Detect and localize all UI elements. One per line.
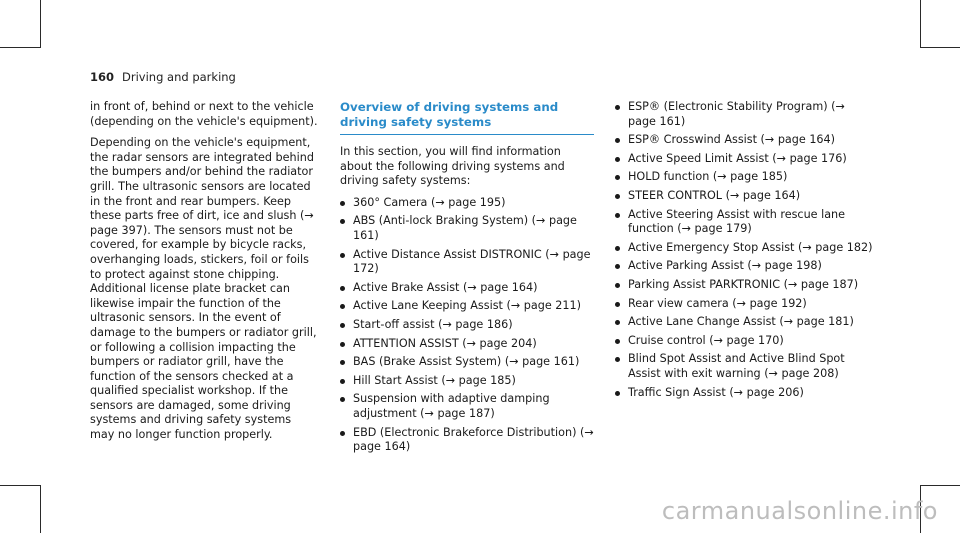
bullet-icon xyxy=(340,219,345,224)
list-item xyxy=(615,297,873,312)
list-item xyxy=(615,208,873,237)
list-item xyxy=(615,334,873,349)
column-right xyxy=(615,100,873,404)
list-item xyxy=(340,248,594,277)
bullet-icon xyxy=(615,320,620,325)
watermark: carmanualsonline.info xyxy=(661,497,938,525)
list-item-text: ATTENTION ASSIST (→ page 204) xyxy=(353,336,537,350)
bullet-icon xyxy=(615,246,620,251)
bullet-icon xyxy=(340,379,345,384)
list-item xyxy=(615,259,873,274)
list-item-text: Active Lane Change Assist (→ page 181) xyxy=(628,315,854,329)
bullet-icon xyxy=(340,323,345,328)
crop-mark xyxy=(40,0,41,48)
bullet-icon xyxy=(615,391,620,396)
bullet-icon xyxy=(340,342,345,347)
list-item xyxy=(340,281,594,296)
bullet-icon xyxy=(615,357,620,362)
bullet-icon xyxy=(615,138,620,143)
list-item-text: Active Distance Assist DISTRONIC (→ page 172) xyxy=(353,247,591,276)
crop-mark xyxy=(920,47,960,48)
list-item-text: Rear view camera (→ page 192) xyxy=(628,296,807,310)
list-item-text: 360° Camera (→ page 195) xyxy=(353,195,506,209)
list-item-text: ABS (Anti-lock Braking System) (→ page 161) xyxy=(353,214,577,242)
column-left xyxy=(90,100,318,450)
crop-mark xyxy=(920,0,921,48)
list-item xyxy=(615,152,873,167)
list-item-text: Hill Start Assist (→ page 185) xyxy=(353,373,516,387)
bullet-icon xyxy=(340,201,345,206)
bullet-icon xyxy=(340,431,345,436)
paragraph: Depending on the vehicle's equipment, the radar sensors are integrated behind the bumpers and/or behind the radiator grill. The ultrasonic sensors are located in the front and rear bumpers. Keep these parts free of dirt, ice and slush (→ page 397). The sensors must not be covered, for example by bicycle racks, overhanging loads, stickers, foil or foils to protect against stone chipping. Additional license plate bracket can likewise impair the function of the ultrasonic sensors. In the event of damage to the bumpers or radiator grill, or following a collision impacting the bumpers or radiator grill, have the function of the sensors checked at a qualified specialist workshop. If the sensors are damaged, some driving systems and driving safety systems may no longer function properly. xyxy=(90,136,317,442)
bullet-icon xyxy=(340,304,345,309)
list-item xyxy=(340,392,594,421)
bullet-icon xyxy=(615,194,620,199)
list-item-text: Active Speed Limit Assist (→ page 176) xyxy=(628,151,847,165)
list-item-text: Active Steering Assist with rescue lane function (→ page 179) xyxy=(628,207,846,236)
list-item xyxy=(615,100,873,129)
list-item-text: Blind Spot Assist and Active Blind Spot Assist with exit warning (→ page 208) xyxy=(628,352,845,380)
bullet-icon xyxy=(615,157,620,162)
list-item xyxy=(340,374,594,389)
list-item-text: Traffic Sign Assist (→ page 206) xyxy=(628,385,804,399)
page-header xyxy=(90,70,290,84)
paragraph: in front of, behind or next to the vehicle (depending on the vehicle's equipment). xyxy=(90,100,318,128)
bullet-icon xyxy=(340,253,345,258)
bullet-icon xyxy=(615,213,620,218)
bullet-icon xyxy=(340,360,345,365)
page-number: 160 xyxy=(90,70,115,84)
section-heading: Overview of driving systems and driving safety systems xyxy=(340,100,594,135)
column-middle xyxy=(340,100,594,459)
crop-mark xyxy=(40,485,41,533)
bullet-icon xyxy=(615,105,620,110)
crop-mark xyxy=(0,485,40,486)
bullet-icon xyxy=(340,397,345,402)
list-item xyxy=(340,196,594,211)
section-title: Driving and parking xyxy=(122,70,236,84)
bullet-icon xyxy=(615,175,620,180)
list-item-text: Cruise control (→ page 170) xyxy=(628,333,784,347)
list-item xyxy=(340,337,594,352)
list-item xyxy=(340,214,594,243)
bullet-icon xyxy=(615,339,620,344)
crop-mark xyxy=(920,485,960,486)
systems-list xyxy=(615,100,873,400)
list-item xyxy=(340,299,594,314)
list-item-text: EBD (Electronic Brakeforce Distribution) (→ page 164) xyxy=(353,425,594,454)
list-item xyxy=(615,315,873,330)
list-item xyxy=(615,386,873,401)
bullet-icon xyxy=(615,264,620,269)
list-item xyxy=(615,133,873,148)
bullet-icon xyxy=(615,283,620,288)
list-item xyxy=(615,189,873,204)
list-item-text: Active Brake Assist (→ page 164) xyxy=(353,280,538,294)
list-item-text: Start-off assist (→ page 186) xyxy=(353,317,513,331)
list-item-text: Active Emergency Stop Assist (→ page 182) xyxy=(628,240,873,254)
list-item xyxy=(615,170,873,185)
list-item-text: ESP® Crosswind Assist (→ page 164) xyxy=(628,133,836,147)
intro-paragraph: In this section, you will find information about the following driving systems and driving safety systems: xyxy=(340,145,565,188)
list-item xyxy=(615,352,873,381)
list-item-text: HOLD function (→ page 185) xyxy=(628,170,788,184)
list-item-text: STEER CONTROL (→ page 164) xyxy=(628,188,801,202)
list-item xyxy=(615,278,873,293)
list-item-text: ESP® (Electronic Stability Program) (→ page 161) xyxy=(628,100,845,128)
list-item-text: Active Parking Assist (→ page 198) xyxy=(628,259,822,273)
bullet-icon xyxy=(615,302,620,307)
list-item-text: Suspension with adaptive damping adjustment (→ page 187) xyxy=(353,392,550,420)
bullet-icon xyxy=(340,286,345,291)
list-item xyxy=(340,355,594,370)
list-item xyxy=(340,426,594,455)
list-item-text: Parking Assist PARKTRONIC (→ page 187) xyxy=(628,277,859,291)
list-item-text: BAS (Brake Assist System) (→ page 161) xyxy=(353,355,580,369)
list-item xyxy=(340,318,594,333)
list-item xyxy=(615,241,873,256)
list-item-text: Active Lane Keeping Assist (→ page 211) xyxy=(353,299,581,313)
crop-mark xyxy=(0,47,40,48)
systems-list xyxy=(340,196,594,455)
